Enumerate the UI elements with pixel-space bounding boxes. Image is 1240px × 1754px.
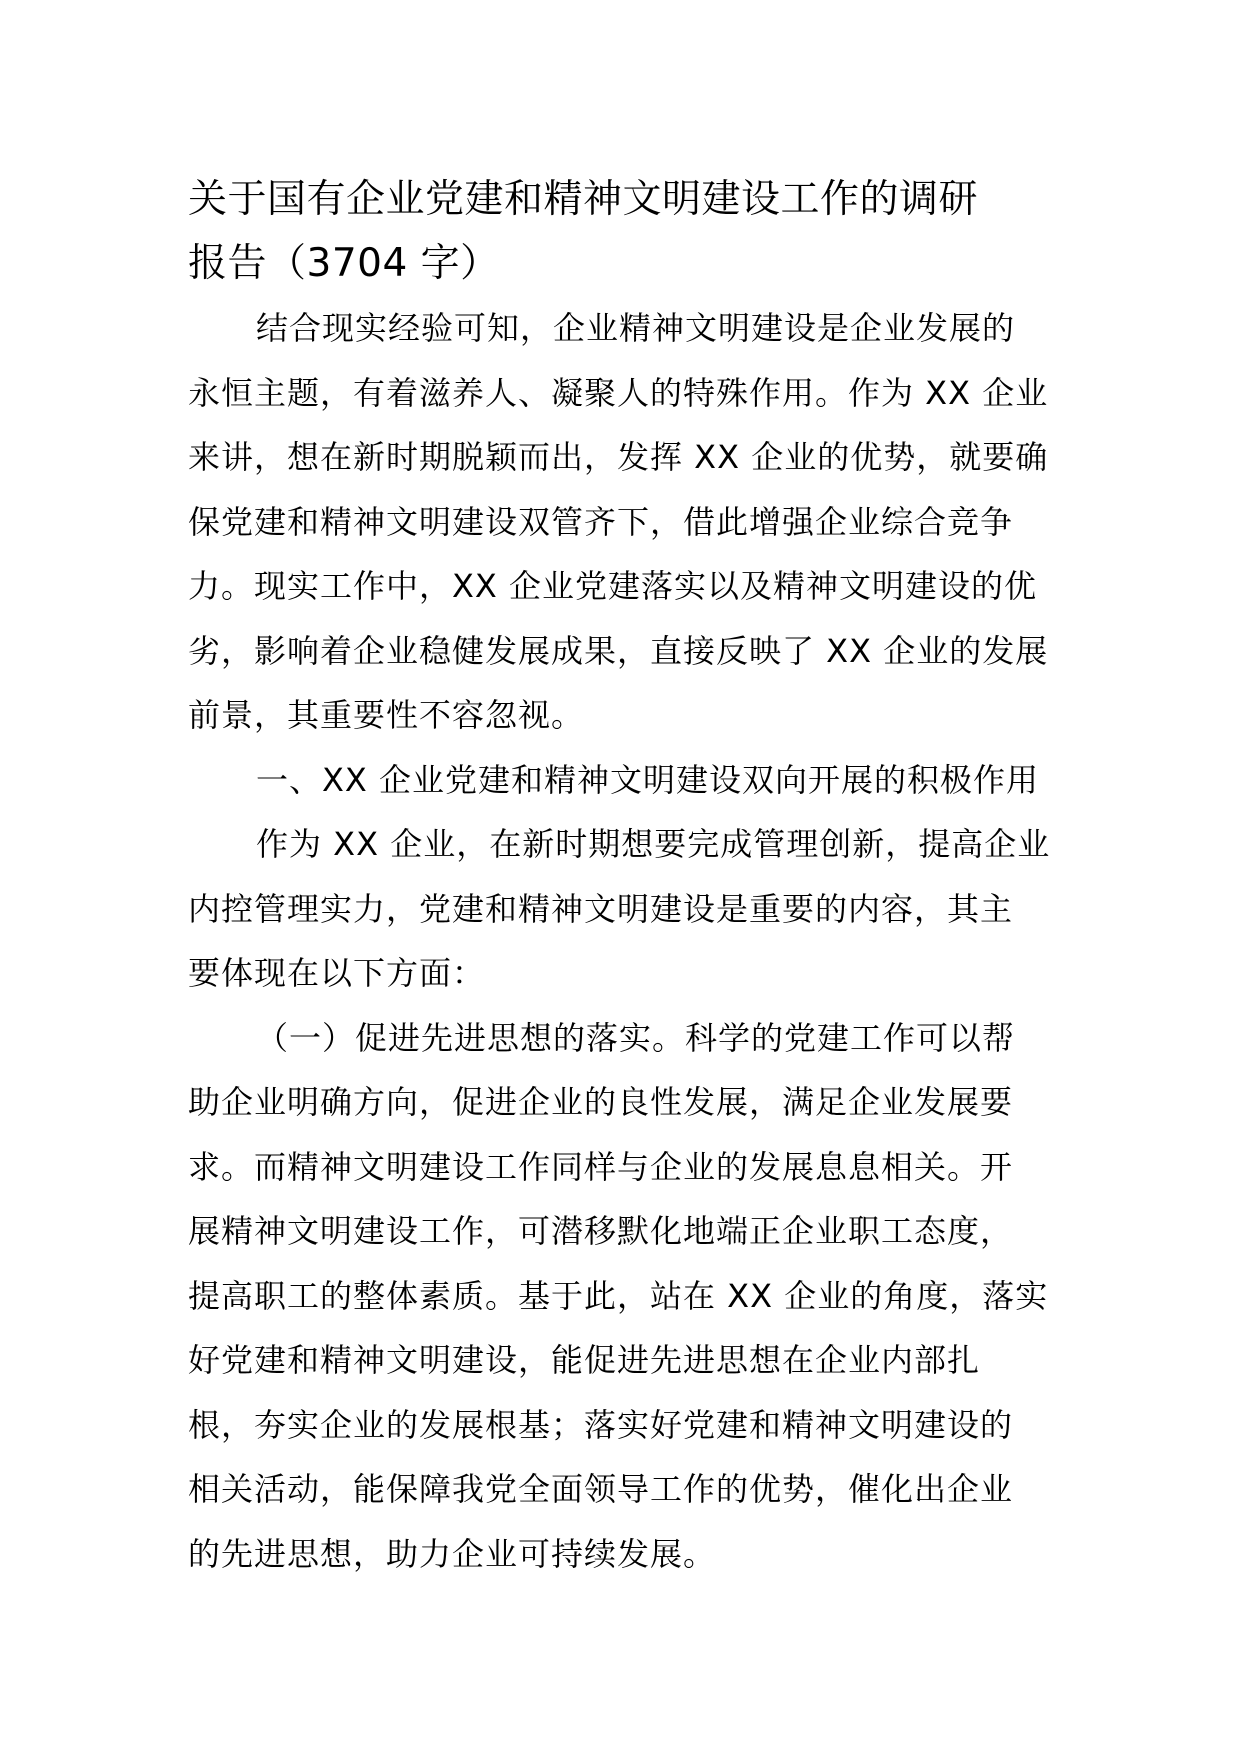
paragraph-line: 求。而精神文明建设工作同样与企业的发展息息相关。开 bbox=[188, 1147, 1014, 1186]
document-body bbox=[188, 296, 1068, 1586]
paragraph-line: 相关活动，能保障我党全面领导工作的优势，催化出企业 bbox=[188, 1470, 1014, 1508]
paragraph-line: 作为 XX 企业，在新时期想要完成管理创新，提高企业 bbox=[256, 825, 1051, 863]
paragraph-line: 助企业明确方向，促进企业的良性发展，满足企业发展要 bbox=[188, 1083, 1014, 1121]
paragraph-line: 来讲，想在新时期脱颖而出，发挥 XX 企业的优势，就要确 bbox=[188, 438, 1049, 476]
paragraph-line: 要体现在以下方面： bbox=[188, 954, 486, 992]
paragraph-line: 劣，影响着企业稳健发展成果，直接反映了 XX 企业的发展 bbox=[188, 631, 1049, 670]
paragraph-line: 根，夯实企业的发展根基；落实好党建和精神文明建设的 bbox=[188, 1405, 1014, 1444]
paragraph-line: 保党建和精神文明建设双管齐下，借此增强企业综合竞争 bbox=[188, 502, 1014, 541]
paragraph-line: 前景，其重要性不容忽视。 bbox=[188, 696, 585, 734]
title-line: 关于国有企业党建和精神文明建设工作的调研 bbox=[188, 177, 979, 222]
paragraph-line: 永恒主题，有着滋养人、凝聚人的特殊作用。作为 XX 企业 bbox=[188, 373, 1049, 412]
paragraph-line: 好党建和精神文明建设，能促进先进思想在企业内部扎 bbox=[188, 1341, 981, 1379]
section-heading: 一、XX 企业党建和精神文明建设双向开展的积极作用 bbox=[256, 760, 1040, 799]
subsection-line: （一）促进先进思想的落实。科学的党建工作可以帮 bbox=[256, 1018, 1016, 1057]
paragraph-line: 提高职工的整体素质。基于此，站在 XX 企业的角度，落实 bbox=[188, 1276, 1049, 1315]
paragraph-line: 的先进思想，助力企业可持续发展。 bbox=[188, 1534, 717, 1573]
document-title bbox=[188, 168, 1068, 296]
title-line: 报告（3704 字） bbox=[188, 241, 500, 286]
paragraph-line: 内控管理实力，党建和精神文明建设是重要的内容，其主 bbox=[188, 889, 1014, 928]
paragraph-line: 展精神文明建设工作，可潜移默化地端正企业职工态度， bbox=[188, 1212, 1014, 1250]
paragraph-line: 力。现实工作中，XX 企业党建落实以及精神文明建设的优 bbox=[188, 567, 1038, 605]
paragraph-line: 结合现实经验可知，企业精神文明建设是企业发展的 bbox=[256, 309, 1016, 347]
